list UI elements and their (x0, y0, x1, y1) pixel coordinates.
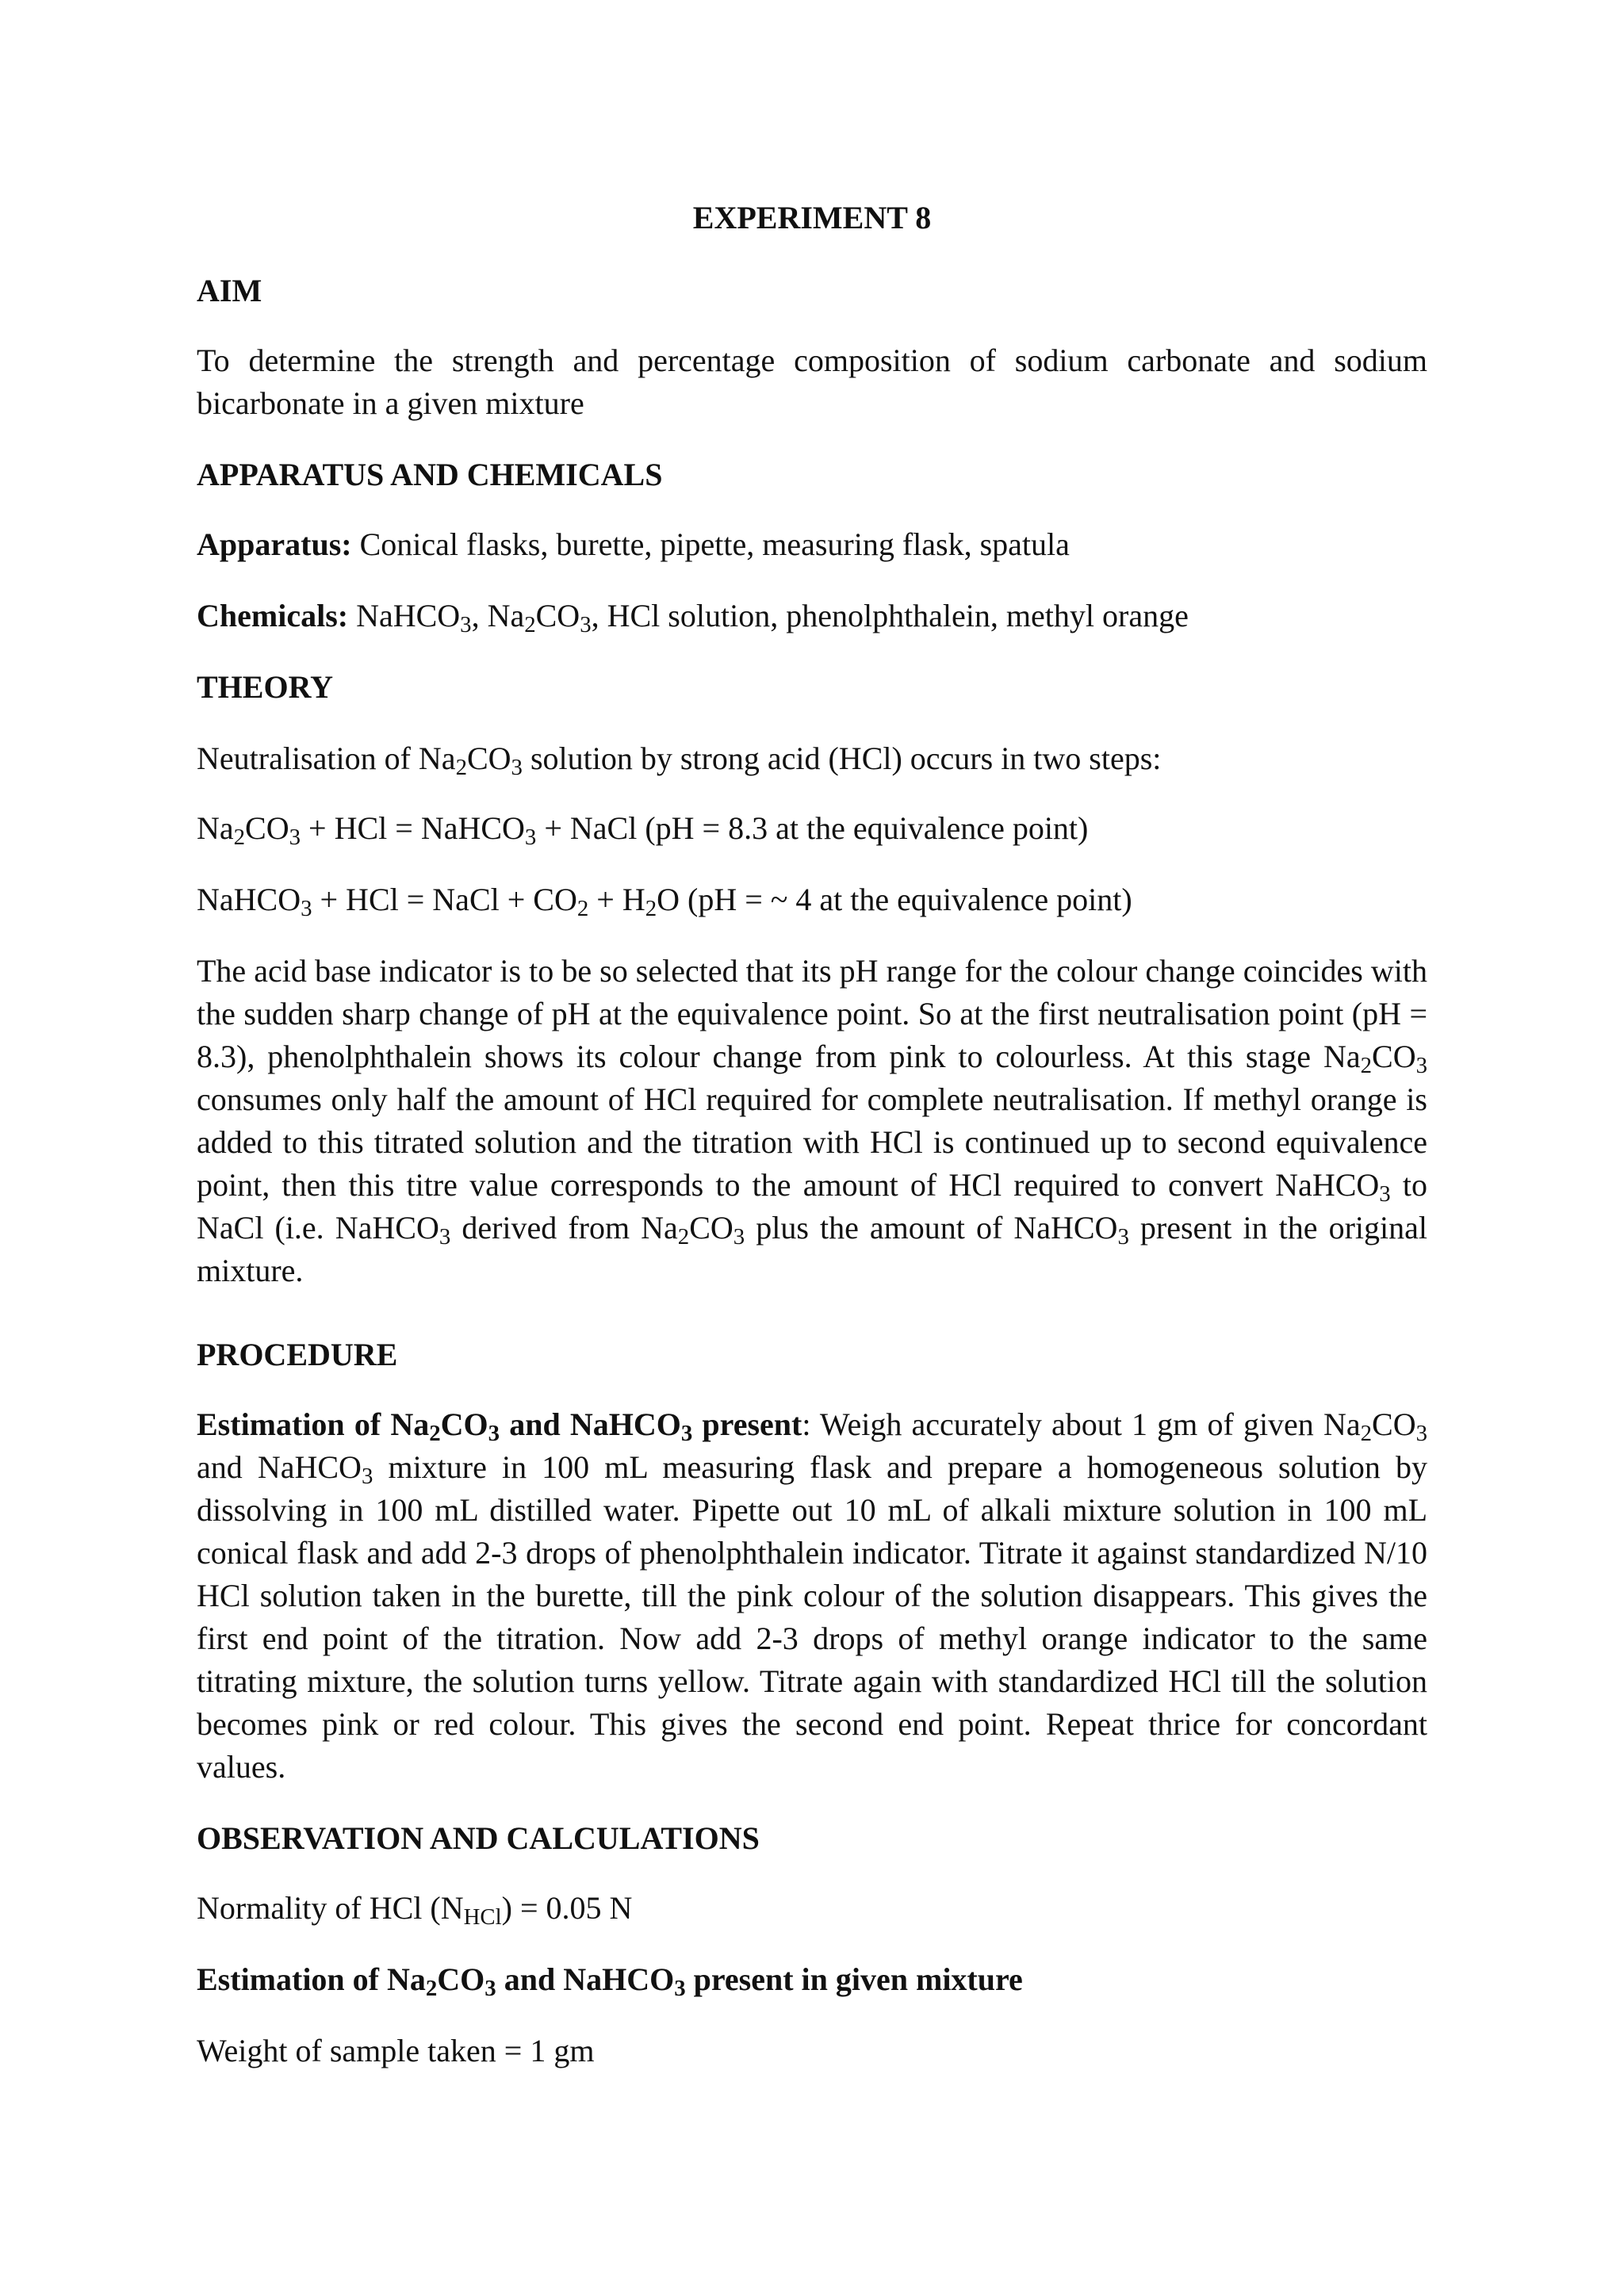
page-title: EXPERIMENT 8 (692, 200, 932, 235)
aim-heading: AIM (197, 273, 262, 308)
apparatus-chemicals-heading: APPARATUS AND CHEMICALS (197, 457, 663, 492)
procedure-heading: PROCEDURE (197, 1337, 398, 1372)
apparatus-text: Conical flasks, burette, pipette, measuring flask, spatula (351, 526, 1070, 562)
chemical-nahco3: NaHCO$_3$ (356, 598, 472, 638)
chemicals-line: Chemicals: NaHCO$_3$, $Na_2CO_3$, HCl solution, phenolphthalein, methyl orange (197, 598, 1189, 638)
theory-heading: THEORY (197, 669, 333, 705)
theory-paragraph: The acid base indicator is to be so selected that its pH range for the colour change coincides with the sudden sharp change of pH at the equivalence point. So at the first neutralisation point (pH = 8.3), phenolphthalein shows its colour change from pink to colourless. At this stage $Na_2CO_3$ consumes only half the amount of HCl required for complete neutralisation. If methyl orange is added to this titrated solution and the titration with HCl is continued up to second equivalence point, then this titre value corresponds to the amount of HCl required to convert NaHCO$_3$ to NaCl (i.e. NaHCO$_3$ derived from $Na_2CO_3$ plus the amount of NaHCO$_3$ present in the original mixture. (197, 953, 1427, 1288)
equation-1: $Na_2CO_3$ + HCl = NaHCO$_3$ + NaCl (pH = 8.3 at the equivalence point) (197, 810, 1089, 851)
procedure-bold-lead: Estimation of $Na_2CO_3$ and NaHCO$_3$ present (197, 1406, 802, 1447)
chemicals-rest: , HCl solution, phenolphthalein, methyl orange (591, 598, 1189, 633)
apparatus-label: Apparatus: (197, 526, 352, 562)
normality-line: Normality of HCl $(N_{HCl}) = 0.05$ N (197, 1890, 633, 1931)
chemicals-label: Chemicals: (197, 598, 349, 633)
theory-intro: Neutralisation of $Na_2CO_3$ solution by strong acid (HCl) occurs in two steps: (197, 740, 1162, 781)
observation-heading: OBSERVATION AND CALCULATIONS (197, 1820, 760, 1856)
apparatus-line (197, 523, 1070, 566)
formula-na2co3: $Na_2CO_3$ (418, 740, 523, 781)
chemical-na2co3: $Na_2CO_3$ (487, 598, 592, 638)
weight-line: Weight of sample taken = 1 gm (197, 2033, 595, 2068)
aim-text: To determine the strength and percentage composition of sodium carbonate and sodium bicarbonate in a given mixture (197, 342, 1427, 421)
estimation-subheading: Estimation of $Na_2CO_3$ and NaHCO$_3$ present in given mixture (197, 1961, 1023, 2002)
procedure-paragraph: Estimation of $Na_2CO_3$ and NaHCO$_3$ present: Weigh accurately about 1 gm of given $Na_2CO_3$ and NaHCO$_3$ mixture in 100 mL measuring flask and prepare a homogeneous solution by dissolving in 100 mL distilled water. Pipette out 10 mL of alkali mixture solution in 100 mL conical flask and add 2-3 drops of phenolphthalein indicator. Titrate it against standardized N/10 HCl solution taken in the burette, till the pink colour of the solution disappears. This gives the first end point of the titration. Now add 2-3 drops of methyl orange indicator to the same titrating mixture, the solution turns yellow. Titrate again with standardized HCl till the solution becomes pink or red colour. This gives the second end point. Repeat thrice for concordant values. (197, 1406, 1428, 1785)
equation-2: NaHCO$_3$ + HCl = NaCl + $CO_2 + H_2O$ (pH = ~ 4 at the equivalence point) (197, 882, 1132, 922)
